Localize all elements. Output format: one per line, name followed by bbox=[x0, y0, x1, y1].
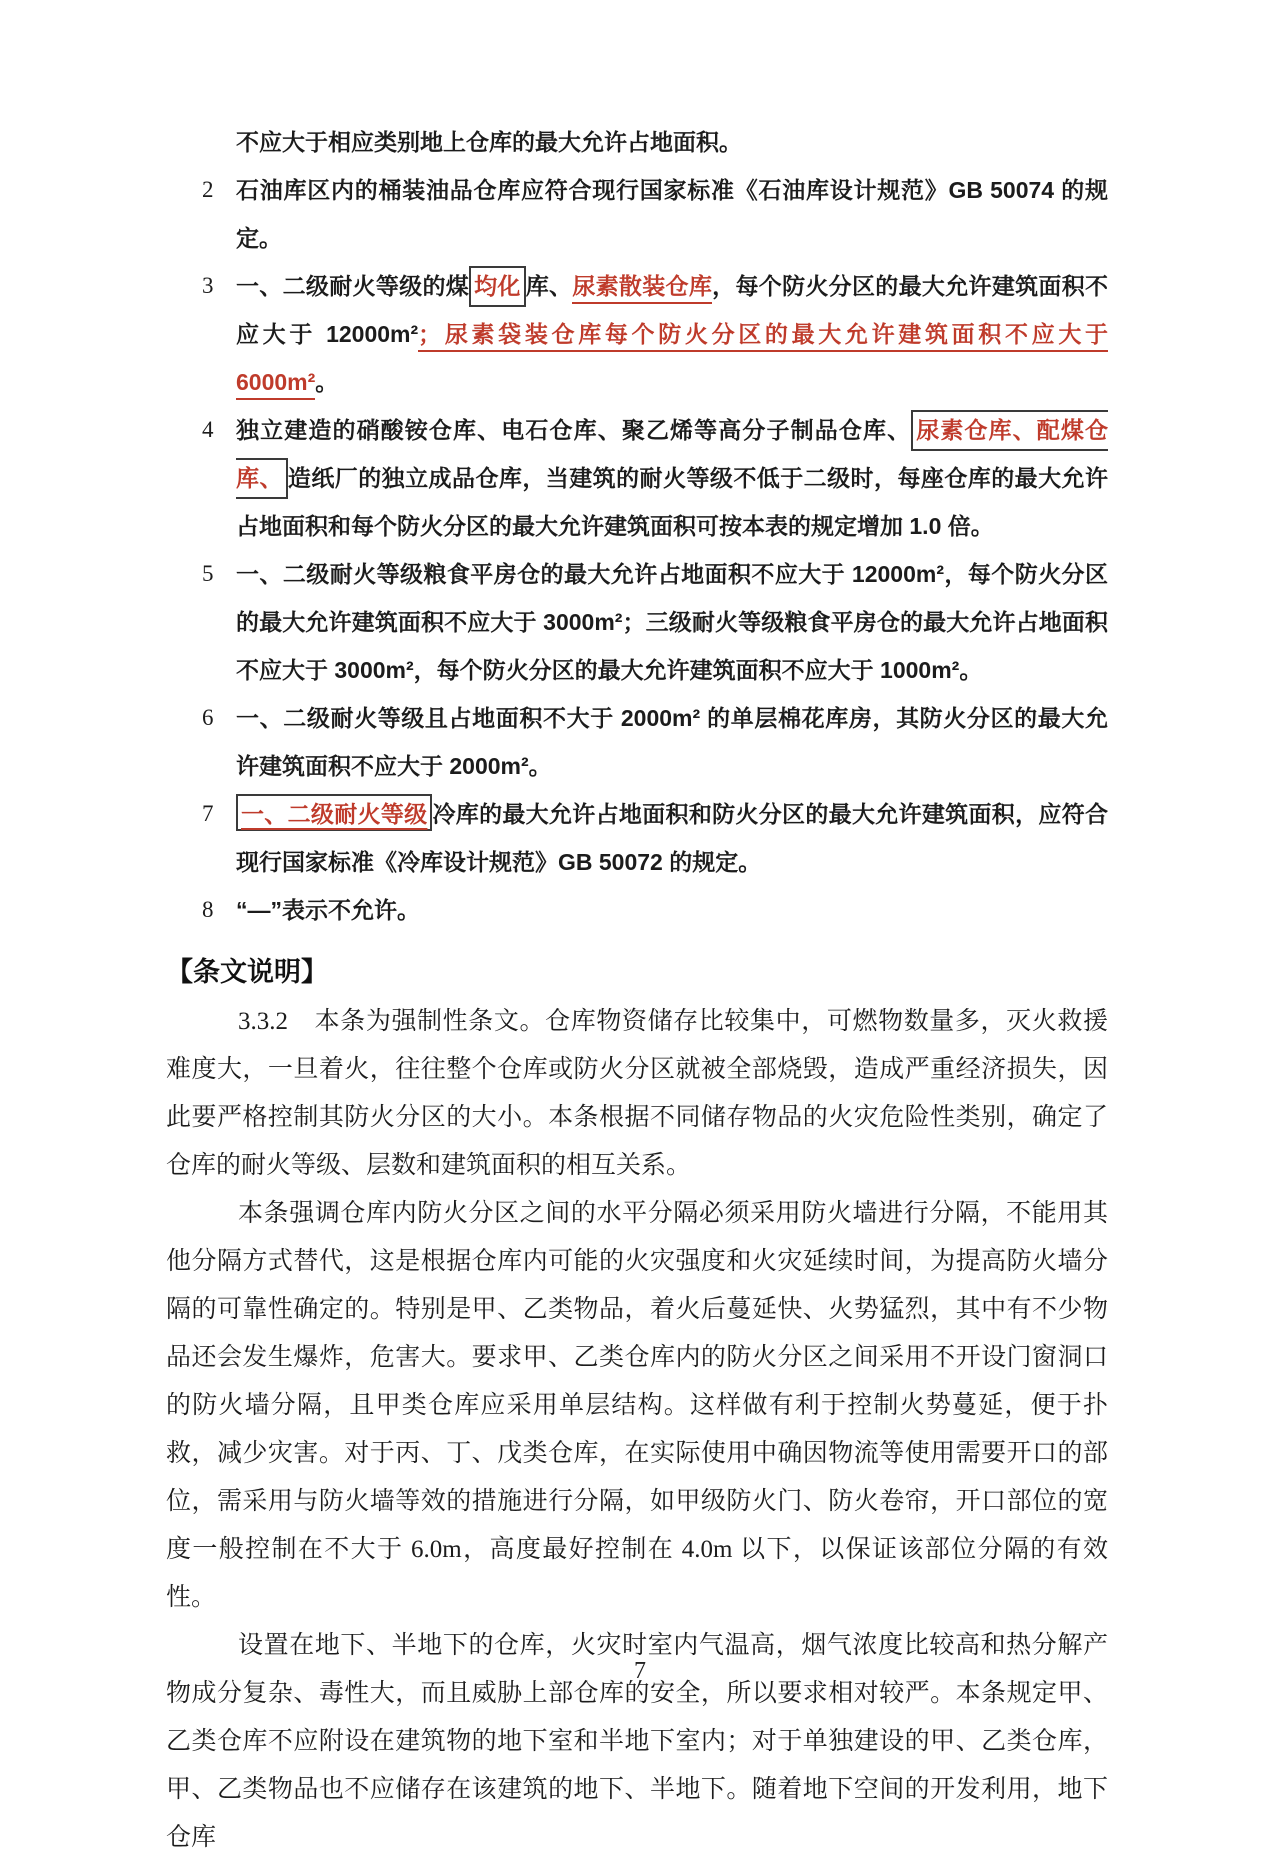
note-text bbox=[236, 406, 1108, 550]
note-text-segment: 一、二级耐火等级且占地面积不大于 2000m² 的单层棉花库房，其防火分区的最大允许建筑面积不应大于 2000m²。 bbox=[236, 705, 1108, 779]
note-text bbox=[236, 118, 1108, 166]
note-text bbox=[236, 262, 1108, 406]
revision-boxed-segment: 尿素仓库、配煤仓库、 bbox=[236, 410, 1108, 499]
note-text bbox=[236, 886, 1108, 934]
revision-underline-segment: 尿素散装仓库 bbox=[572, 273, 712, 304]
note-text-segment: 一、二级耐火等级的煤 bbox=[236, 273, 470, 299]
note-item bbox=[166, 886, 1108, 934]
clause-number: 3.3.2 bbox=[238, 1008, 288, 1035]
note-item bbox=[166, 694, 1108, 790]
note-text bbox=[236, 550, 1108, 694]
page-number: 7 bbox=[634, 1658, 646, 1684]
note-number: 3 bbox=[202, 273, 214, 298]
note-text bbox=[236, 694, 1108, 790]
note-number: 2 bbox=[202, 177, 214, 202]
note-item bbox=[166, 406, 1108, 550]
note-item bbox=[166, 550, 1108, 694]
note-text-segment: 冷库的最大允许占地面积和防火分区的最大允许建筑面积，应符合现行国家标准《冷库设计规范》GB 50072 的规定。 bbox=[236, 801, 1109, 875]
note-text-segment: ，每个防火分区的最大允许建筑面积不应大于 12000m² bbox=[236, 273, 1109, 347]
explanation-paragraph: 本条强调仓库内防火分区之间的水平分隔必须采用防火墙进行分隔，不能用其他分隔方式替代，这是根据仓库内可能的火灾强度和火灾延续时间，为提高防火墙分隔的可靠性确定的。特别是甲、乙类物品，着火后蔓延快、火势猛烈，其中有不少物品还会发生爆炸，危害大。要求甲、乙类仓库内的防火分区之间采用不开设门窗洞口的防火墙分隔，且甲类仓库应采用单层结构。这样做有利于控制火势蔓延，便于扑救，减少灾害。对于丙、丁、戊类仓库，在实际使用中确因物流等使用需要开口的部位，需采用与防火墙等效的措施进行分隔，如甲级防火门、防火卷帘，开口部位的宽度一般控制在不大于 6.0m，高度最好控制在 4.0m 以下，以保证该部位分隔的有效性。 bbox=[166, 1200, 1108, 1611]
explanation-paragraph: 设置在地下、半地下的仓库，火灾时室内气温高，烟气浓度比较高和热分解产物成分复杂、毒性大，而且威胁上部仓库的安全，所以要求相对较严。本条规定甲、乙类仓库不应附设在建筑物的地下室和半地下室内；对于单独建设的甲、乙类仓库，甲、乙类物品也不应储存在该建筑的地下、半地下。随着地下空间的开发利用，地下仓库 bbox=[166, 1632, 1108, 1851]
note-number: 6 bbox=[202, 705, 214, 730]
note-text-segment: 不应大于相应类别地上仓库的最大允许占地面积。 bbox=[236, 129, 742, 155]
note-item bbox=[166, 166, 1108, 262]
note-number: 5 bbox=[202, 561, 214, 586]
note-text-segment: 造纸厂的独立成品仓库，当建筑的耐火等级不低于二级时，每座仓库的最大允许占地面积和每个防火分区的最大允许建筑面积可按本表的规定增加 1.0 倍。 bbox=[236, 465, 1109, 539]
explanation-header: 【条文说明】 bbox=[166, 957, 328, 987]
note-number: 7 bbox=[202, 801, 214, 826]
note-text-segment: 独立建造的硝酸铵仓库、电石仓库、聚乙烯等高分子制品仓库、 bbox=[236, 417, 912, 443]
note-number: 4 bbox=[202, 417, 214, 442]
note-text bbox=[236, 790, 1108, 886]
notes-list bbox=[166, 118, 1108, 934]
explanation-paragraph: 3.3.2 本条为强制性条文。仓库物资储存比较集中，可燃物数量多，灭火救援难度大，一旦着火，往往整个仓库或防火分区就被全部烧毁，造成严重经济损失，因此要严格控制其防火分区的大小。本条根据不同储存物品的火灾危险性类别，确定了仓库的耐火等级、层数和建筑面积的相互关系。 bbox=[166, 1008, 1108, 1179]
note-item bbox=[166, 262, 1108, 406]
note-text-segment: 。 bbox=[315, 369, 339, 395]
explanation-paragraphs bbox=[166, 998, 1108, 1862]
note-item bbox=[166, 790, 1108, 886]
note-item bbox=[166, 118, 1108, 166]
note-text-segment: “—”表示不允许。 bbox=[236, 897, 420, 923]
note-number: 8 bbox=[202, 897, 214, 922]
revision-boxed-underline-segment: 一、二级耐火等级 bbox=[236, 794, 432, 831]
revision-boxed-segment: 均化 bbox=[469, 266, 526, 307]
note-text-segment: 一、二级耐火等级粮食平房仓的最大允许占地面积不应大于 12000m²，每个防火分区的最大允许建筑面积不应大于 3000m²；三级耐火等级粮食平房仓的最大允许占地面积不应大于 3000m²，每个防火分区的最大允许建筑面积不应大于 1000m²。 bbox=[236, 561, 1108, 683]
note-text-segment: 石油库区内的桶装油品仓库应符合现行国家标准《石油库设计规范》GB 50074 的规定。 bbox=[236, 177, 1108, 251]
note-text-segment: 库、 bbox=[525, 273, 573, 299]
note-text bbox=[236, 166, 1108, 262]
revision-underline-segment: ；尿素袋装仓库每个防火分区的最大允许建筑面积不应大于 6000m² bbox=[236, 321, 1108, 400]
